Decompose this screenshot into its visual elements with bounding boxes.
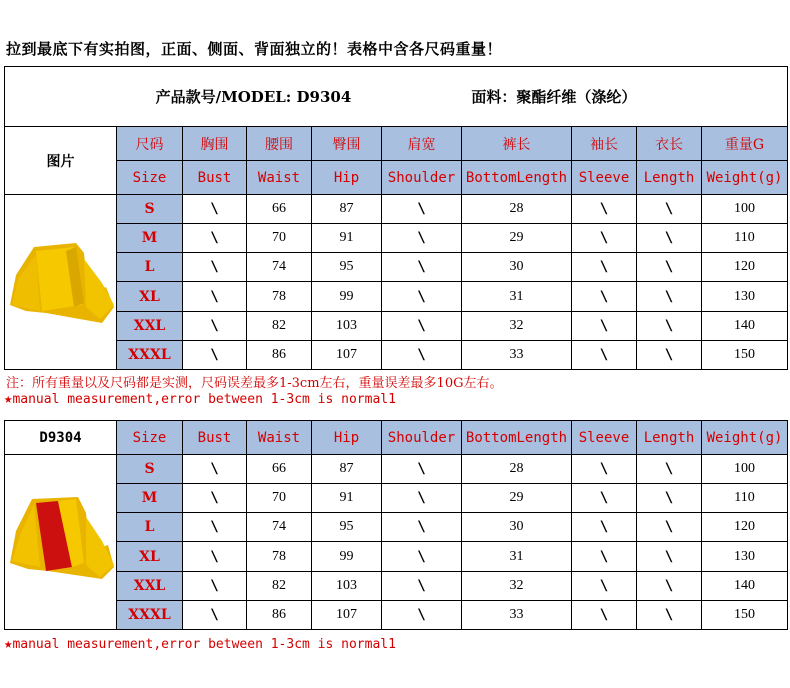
table-cell: 33 (462, 340, 572, 369)
product-image-cell (5, 195, 117, 370)
table-cell: \ (382, 484, 462, 513)
zh-header: 胸围 (183, 127, 247, 161)
table-cell: 150 (702, 600, 788, 629)
table-cell: 120 (702, 513, 788, 542)
table-row (5, 195, 788, 224)
en-header: Weight(g) (702, 161, 788, 195)
zh-header: 重量G (702, 127, 788, 161)
table-cell: 74 (247, 253, 312, 282)
table-cell: \ (183, 600, 247, 629)
table-cell: \ (637, 282, 702, 311)
en-header: Sleeve (572, 161, 637, 195)
table-cell: 87 (312, 195, 382, 224)
table-row (5, 542, 788, 571)
en-header: Length (637, 421, 702, 455)
zh-header: 衣长 (637, 127, 702, 161)
table-cell: 107 (312, 600, 382, 629)
en-header: BottomLength (462, 161, 572, 195)
note-text: manual measurement,error between 1-3cm is normal1 (12, 392, 396, 407)
note-text: manual measurement,error between 1-3cm is normal1 (12, 637, 396, 652)
table-row (5, 571, 788, 600)
red-yellow-skirt-image (6, 455, 116, 625)
table-cell: \ (572, 455, 637, 484)
star-icon: ★ (4, 636, 13, 652)
en-header: Sleeve (572, 421, 637, 455)
table-cell: 78 (247, 542, 312, 571)
table-cell: \ (637, 542, 702, 571)
table-cell: 95 (312, 513, 382, 542)
table-cell: 31 (462, 542, 572, 571)
table-cell: \ (572, 542, 637, 571)
table-cell: \ (572, 311, 637, 340)
table-cell: \ (183, 311, 247, 340)
table-cell: 70 (247, 224, 312, 253)
table-cell: 130 (702, 542, 788, 571)
table-cell: 99 (312, 542, 382, 571)
size-table-1 (4, 66, 788, 370)
measurement-note-en (4, 391, 396, 407)
model-number: 产品款号/MODEL: D9304 (155, 88, 352, 106)
table-cell: \ (382, 224, 462, 253)
table-cell: 140 (702, 571, 788, 600)
size-cell: L (117, 253, 183, 282)
table-cell: 87 (312, 455, 382, 484)
table-cell: 103 (312, 311, 382, 340)
table-cell: 29 (462, 484, 572, 513)
table-cell: \ (572, 571, 637, 600)
table-cell: \ (572, 484, 637, 513)
zh-header: 裤长 (462, 127, 572, 161)
table-cell: \ (183, 455, 247, 484)
picture-label: 图片 (5, 127, 117, 195)
en-header: Shoulder (382, 161, 462, 195)
table-cell: \ (637, 600, 702, 629)
table-cell: \ (572, 340, 637, 369)
table-cell: \ (382, 253, 462, 282)
star-icon: ★ (4, 391, 13, 407)
size-cell: XL (117, 542, 183, 571)
table-cell: 110 (702, 484, 788, 513)
table-cell: \ (382, 340, 462, 369)
en-header: Bust (183, 421, 247, 455)
table-cell: 70 (247, 484, 312, 513)
size-table-2 (4, 420, 788, 630)
table-row (5, 455, 788, 484)
top-note: 拉到最底下有实拍图，正面、侧面、背面独立的！表格中含各尺码重量！ (6, 40, 503, 58)
table-cell: 103 (312, 571, 382, 600)
zh-header: 尺码 (117, 127, 183, 161)
table-cell: \ (637, 195, 702, 224)
en-header: Size (117, 421, 183, 455)
table-cell: 74 (247, 513, 312, 542)
table-row (5, 513, 788, 542)
en-header: Shoulder (382, 421, 462, 455)
table-cell: \ (572, 513, 637, 542)
table-cell: \ (637, 455, 702, 484)
zh-header: 肩宽 (382, 127, 462, 161)
table-cell: 30 (462, 253, 572, 282)
zh-header-row (5, 127, 788, 161)
table-cell: 30 (462, 513, 572, 542)
table-cell: 150 (702, 340, 788, 369)
table-cell: 28 (462, 195, 572, 224)
table-cell: \ (382, 542, 462, 571)
measurement-note-en-bottom (4, 636, 396, 652)
table-cell: 66 (247, 455, 312, 484)
size-cell: M (117, 224, 183, 253)
table-cell: \ (572, 224, 637, 253)
table-cell: 31 (462, 282, 572, 311)
zh-header: 腰围 (247, 127, 312, 161)
table-cell: \ (183, 282, 247, 311)
table-cell: \ (183, 340, 247, 369)
table-cell: 29 (462, 224, 572, 253)
table-cell: \ (637, 224, 702, 253)
size-cell: L (117, 513, 183, 542)
table-cell: \ (637, 484, 702, 513)
table-row (5, 311, 788, 340)
table-cell: \ (183, 542, 247, 571)
model-row (5, 67, 788, 127)
table-cell: \ (382, 282, 462, 311)
size-cell: S (117, 195, 183, 224)
en-header: Weight(g) (702, 421, 788, 455)
en-header: Waist (247, 421, 312, 455)
zh-header: 臀围 (312, 127, 382, 161)
table-cell: 107 (312, 340, 382, 369)
table-cell: \ (572, 282, 637, 311)
en-header: Hip (312, 161, 382, 195)
table-cell: \ (572, 253, 637, 282)
table-cell: \ (637, 311, 702, 340)
table-cell: \ (183, 571, 247, 600)
yellow-skirt-image (6, 195, 116, 365)
table-cell: 91 (312, 224, 382, 253)
table-cell: 32 (462, 311, 572, 340)
table-cell: \ (183, 484, 247, 513)
table-cell: 82 (247, 571, 312, 600)
table-cell: \ (382, 455, 462, 484)
table-cell: \ (382, 195, 462, 224)
table-cell: 86 (247, 600, 312, 629)
table-cell: \ (637, 340, 702, 369)
table-cell: \ (637, 571, 702, 600)
table-row (5, 282, 788, 311)
en-header-row (5, 161, 788, 195)
table-cell: 91 (312, 484, 382, 513)
size-cell: XXL (117, 571, 183, 600)
en-header: Length (637, 161, 702, 195)
table-row (5, 600, 788, 629)
table-cell: 28 (462, 455, 572, 484)
table-cell: \ (382, 571, 462, 600)
table-cell: \ (183, 195, 247, 224)
size-cell: M (117, 484, 183, 513)
table-cell: \ (572, 600, 637, 629)
table-cell: 120 (702, 253, 788, 282)
product-image-cell (5, 455, 117, 630)
fabric-info: 面料：聚酯纤维（涤纶） (471, 88, 637, 106)
zh-header: 袖长 (572, 127, 637, 161)
table-row (5, 484, 788, 513)
table-cell: 130 (702, 282, 788, 311)
table-row (5, 340, 788, 369)
table-cell: 100 (702, 195, 788, 224)
table-cell: 100 (702, 455, 788, 484)
table-cell: \ (637, 253, 702, 282)
table-cell: 86 (247, 340, 312, 369)
table-cell: 82 (247, 311, 312, 340)
size-cell: XXXL (117, 340, 183, 369)
table-cell: \ (183, 253, 247, 282)
table-cell: 95 (312, 253, 382, 282)
table-cell: \ (637, 513, 702, 542)
size-cell: XL (117, 282, 183, 311)
table-row (5, 224, 788, 253)
table-cell: \ (183, 224, 247, 253)
size-cell: XXXL (117, 600, 183, 629)
en-header: BottomLength (462, 421, 572, 455)
table-cell: \ (572, 195, 637, 224)
en-header: Size (117, 161, 183, 195)
en-header-row (5, 421, 788, 455)
table-cell: 78 (247, 282, 312, 311)
table-cell: \ (183, 513, 247, 542)
table-cell: \ (382, 513, 462, 542)
en-header: Bust (183, 161, 247, 195)
table-cell: \ (382, 600, 462, 629)
table-cell: \ (382, 311, 462, 340)
table-row (5, 253, 788, 282)
table-cell: 99 (312, 282, 382, 311)
size-cell: XXL (117, 311, 183, 340)
table-cell: 66 (247, 195, 312, 224)
en-header: Waist (247, 161, 312, 195)
table-cell: 110 (702, 224, 788, 253)
model-corner: D9304 (5, 421, 117, 455)
measurement-note-zh: 注：所有重量以及尺码都是实测，尺码误差最多1-3cm左右，重量误差最多10G左右。 (6, 376, 503, 391)
size-cell: S (117, 455, 183, 484)
en-header: Hip (312, 421, 382, 455)
table-cell: 140 (702, 311, 788, 340)
table-cell: 32 (462, 571, 572, 600)
model-cell (5, 67, 788, 127)
table-cell: 33 (462, 600, 572, 629)
